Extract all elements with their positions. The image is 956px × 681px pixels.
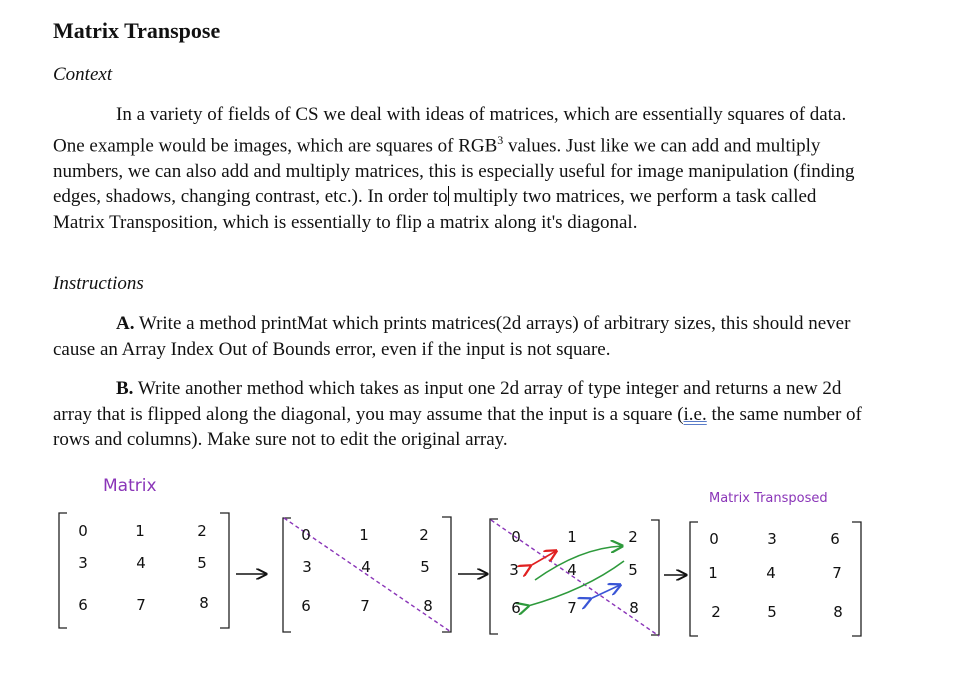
m1-cell: 4 [136, 554, 146, 572]
m1-cell: 7 [136, 596, 146, 614]
m2-cell: 2 [419, 526, 429, 544]
transpose-figure [0, 470, 956, 670]
rgb-superscript: 3 [497, 132, 504, 147]
m3-cell: 8 [629, 599, 639, 617]
instruction-b-text-end: the same number of rows and columns). Make sure not to edit the original array. [53, 403, 862, 451]
m1-cell: 3 [78, 554, 88, 572]
matrix-step-2 [301, 526, 433, 615]
mt-cell: 7 [832, 564, 842, 582]
mt-cell: 8 [833, 603, 843, 621]
mt-cell: 1 [708, 564, 718, 582]
matrix-transposed [708, 530, 843, 621]
swap-arrow-red [530, 551, 556, 566]
instruction-b-label: B. [116, 378, 134, 399]
ie-underlined: i.e. [683, 403, 707, 425]
m3-cell: 1 [567, 528, 577, 546]
m2-cell: 5 [420, 558, 430, 576]
instruction-b [53, 376, 868, 453]
m3-cell: 0 [511, 528, 521, 546]
m3-cell: 7 [567, 599, 577, 617]
context-text-3: multiply two matrices, we perform a task called Matrix Transposition, which is essentially to flip a matrix along it's diagonal. [53, 186, 817, 234]
instruction-b-text: Write another method which takes as input one 2d array of type integer and returns a new 2d array that is flipped along the diagonal, you may assume that the input is a square ( [53, 378, 842, 425]
m1-cell: 0 [78, 522, 88, 540]
mt-cell: 0 [709, 530, 719, 548]
m3-cell: 3 [509, 561, 519, 579]
m1-cell: 6 [78, 596, 88, 614]
matrix-original [78, 522, 209, 614]
context-text-2: values. Just like we can add and multiply numbers, we can also add and multiply matrices, this is especially useful for image manipulation (finding edges, shadows, changing contrast, etc.). In order to [53, 135, 855, 208]
instruction-a-label: A. [116, 313, 135, 334]
label-matrix-transposed: Matrix Transposed [709, 491, 828, 506]
swap-arrow-green-top [535, 546, 622, 580]
m3-cell: 6 [511, 599, 521, 617]
instructions-heading: Instructions [53, 273, 144, 294]
m3-cell: 2 [628, 528, 638, 546]
label-matrix: Matrix [103, 476, 157, 496]
diagonal-lines [284, 518, 659, 636]
instruction-a [53, 311, 868, 362]
matrix-step-3 [509, 528, 639, 617]
m2-cell: 4 [361, 558, 371, 576]
m2-cell: 0 [301, 526, 311, 544]
mt-cell: 4 [766, 564, 776, 582]
m1-cell: 2 [197, 522, 207, 540]
mt-cell: 5 [767, 603, 777, 621]
mt-cell: 3 [767, 530, 777, 548]
context-paragraph [53, 102, 868, 236]
m1-cell: 1 [135, 522, 145, 540]
m2-cell: 8 [423, 597, 433, 615]
mt-cell: 2 [711, 603, 721, 621]
m2-cell: 3 [302, 558, 312, 576]
context-heading: Context [53, 64, 113, 85]
m2-cell: 1 [359, 526, 369, 544]
mt-cell: 6 [830, 530, 840, 548]
m3-cell: 5 [628, 561, 638, 579]
m2-cell: 7 [360, 597, 370, 615]
m2-cell: 6 [301, 597, 311, 615]
page-title: Matrix Transpose [53, 18, 221, 43]
context-text-1: In a variety of fields of CS we deal with ideas of matrices, which are essentially squares of data. One example would be images, which are squares of RGB [53, 104, 847, 157]
instruction-a-text: Write a method printMat which prints matrices(2d arrays) of arbitrary sizes, this should never cause an Array Index Out of Bounds error, even if the input is not square. [53, 313, 851, 360]
m1-cell: 8 [199, 594, 209, 612]
m1-cell: 5 [197, 554, 207, 572]
m3-cell: 4 [567, 561, 577, 579]
